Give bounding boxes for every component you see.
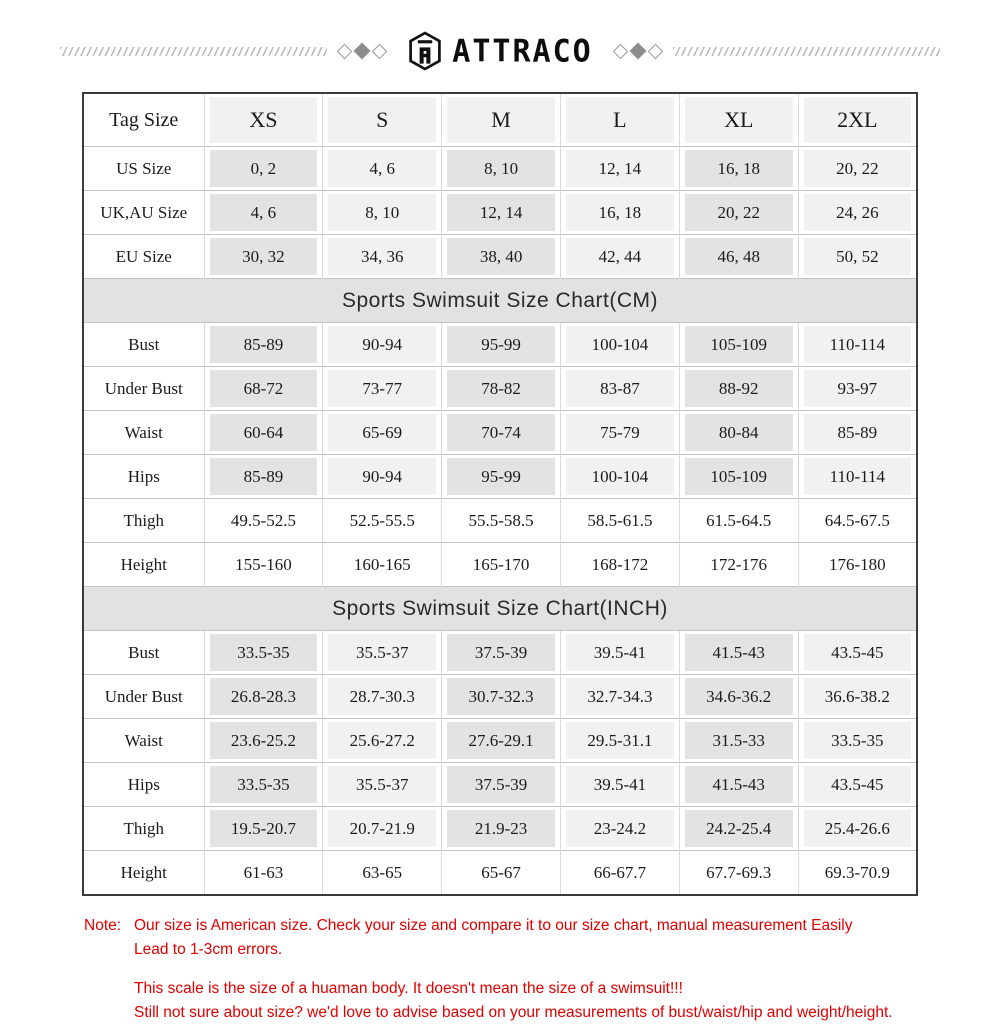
- section-header-row: [83, 587, 917, 631]
- size-cell: 42, 44: [566, 238, 674, 275]
- size-cell: 31.5-33: [685, 722, 793, 759]
- size-cell: 160-165: [323, 543, 442, 587]
- size-cell: 66-67.7: [560, 851, 679, 896]
- note-line-4: Still not sure about size? we'd love to advise based on your measurements of bust/waist/hip and weight/height.: [134, 1004, 893, 1022]
- size-cell: 16, 18: [685, 150, 793, 187]
- size-cell: 27.6-29.1: [447, 722, 555, 759]
- size-cell: 16, 18: [566, 194, 674, 231]
- size-cell: 95-99: [447, 458, 555, 495]
- row-label: Hips: [83, 455, 204, 499]
- row-label: Thigh: [83, 499, 204, 543]
- size-cell: 73-77: [328, 370, 436, 407]
- table-row: [83, 807, 917, 851]
- size-cell: 172-176: [679, 543, 798, 587]
- size-cell: 28.7-30.3: [328, 678, 436, 715]
- table-row: [83, 631, 917, 675]
- size-cell: 34.6-36.2: [685, 678, 793, 715]
- size-cell: 21.9-23: [447, 810, 555, 847]
- size-cell: 30, 32: [210, 238, 318, 275]
- size-cell: 70-74: [447, 414, 555, 451]
- table-row: [83, 235, 917, 279]
- brand-header: [60, 30, 940, 72]
- size-cell: 64.5-67.5: [798, 499, 917, 543]
- size-cell: 93-97: [804, 370, 911, 407]
- size-cell: 105-109: [685, 326, 793, 363]
- size-cell: 100-104: [566, 326, 674, 363]
- size-cell: 100-104: [566, 458, 674, 495]
- size-cell: 46, 48: [685, 238, 793, 275]
- table-row: [83, 455, 917, 499]
- size-cell: 19.5-20.7: [210, 810, 318, 847]
- size-cell: 0, 2: [210, 150, 318, 187]
- table-row: [83, 323, 917, 367]
- size-cell: 78-82: [447, 370, 555, 407]
- cm-section-title: Sports Swimsuit Size Chart(CM): [83, 279, 917, 323]
- size-cell: 110-114: [804, 326, 911, 363]
- size-cell: 110-114: [804, 458, 911, 495]
- size-cell: 49.5-52.5: [204, 499, 323, 543]
- size-cell: 35.5-37: [328, 766, 436, 803]
- size-cell: 61.5-64.5: [679, 499, 798, 543]
- size-cell: 23-24.2: [566, 810, 674, 847]
- size-cell: 65-69: [328, 414, 436, 451]
- size-cell: 65-67: [442, 851, 561, 896]
- size-cell: 68-72: [210, 370, 318, 407]
- size-cell: 85-89: [210, 326, 318, 363]
- size-cell: 25.4-26.6: [804, 810, 911, 847]
- size-cell: 37.5-39: [447, 634, 555, 671]
- row-label: Waist: [83, 411, 204, 455]
- size-cell: 24.2-25.4: [685, 810, 793, 847]
- row-label: Height: [83, 543, 204, 587]
- diamond-outline-icon: [337, 43, 353, 59]
- size-cell: 41.5-43: [685, 634, 793, 671]
- size-cell: 50, 52: [804, 238, 911, 275]
- size-cell: 4, 6: [328, 150, 436, 187]
- table-row: [83, 499, 917, 543]
- size-cell: 85-89: [804, 414, 911, 451]
- size-cell: 90-94: [328, 326, 436, 363]
- size-cell: 55.5-58.5: [442, 499, 561, 543]
- diamond-outline-icon: [372, 43, 388, 59]
- size-cell: 67.7-69.3: [679, 851, 798, 896]
- row-label: Under Bust: [83, 367, 204, 411]
- note-line-2: Lead to 1-3cm errors.: [134, 941, 283, 959]
- row-label: Bust: [83, 631, 204, 675]
- size-cell: 95-99: [447, 326, 555, 363]
- table-row: [83, 411, 917, 455]
- size-cell: 36.6-38.2: [804, 678, 911, 715]
- size-cell: 41.5-43: [685, 766, 793, 803]
- size-cell: 33.5-35: [804, 722, 911, 759]
- size-chart-table: [82, 92, 918, 896]
- size-cell: 69.3-70.9: [798, 851, 917, 896]
- brand-logo: [407, 31, 592, 71]
- size-cell: 168-172: [560, 543, 679, 587]
- note-paragraph-1: [84, 914, 930, 962]
- size-cell: 33.5-35: [210, 766, 318, 803]
- table-row: [83, 191, 917, 235]
- row-label: Under Bust: [83, 675, 204, 719]
- diamond-outline-icon: [612, 43, 628, 59]
- size-cell: 58.5-61.5: [560, 499, 679, 543]
- size-header-s: S: [328, 97, 436, 143]
- size-cell: 155-160: [204, 543, 323, 587]
- size-cell: 83-87: [566, 370, 674, 407]
- size-cell: 61-63: [204, 851, 323, 896]
- size-cell: 43.5-45: [804, 634, 911, 671]
- size-cell: 35.5-37: [328, 634, 436, 671]
- size-cell: 63-65: [323, 851, 442, 896]
- inch-section-title: Sports Swimsuit Size Chart(INCH): [83, 587, 917, 631]
- note-paragraph-2: [84, 977, 930, 1025]
- size-header-xs: XS: [210, 97, 318, 143]
- corner-label: Tag Size: [109, 108, 179, 131]
- section-header-row: [83, 279, 917, 323]
- size-header-xl: XL: [685, 97, 793, 143]
- brand-wordmark: ATTRACO: [452, 32, 593, 70]
- size-header-l: L: [566, 97, 674, 143]
- size-cell: 12, 14: [447, 194, 555, 231]
- hatch-band-left: [60, 47, 327, 56]
- size-cell: 43.5-45: [804, 766, 911, 803]
- diamond-filled-icon: [629, 43, 646, 60]
- size-cell: 20, 22: [685, 194, 793, 231]
- size-cell: 25.6-27.2: [328, 722, 436, 759]
- row-label: UK,AU Size: [83, 191, 204, 235]
- size-cell: 32.7-34.3: [566, 678, 674, 715]
- row-label: Hips: [83, 763, 204, 807]
- table-row: [83, 675, 917, 719]
- brand-badge-icon: [407, 31, 443, 71]
- table-row: [83, 719, 917, 763]
- table-row: [83, 147, 917, 191]
- size-cell: 75-79: [566, 414, 674, 451]
- size-cell: 39.5-41: [566, 634, 674, 671]
- size-cell: 38, 40: [447, 238, 555, 275]
- size-cell: 165-170: [442, 543, 561, 587]
- diamond-filled-icon: [354, 43, 371, 60]
- size-note: [84, 914, 930, 1025]
- table-row: [83, 367, 917, 411]
- row-label: Bust: [83, 323, 204, 367]
- diamond-ornament-right: [615, 45, 661, 57]
- size-cell: 39.5-41: [566, 766, 674, 803]
- size-cell: 8, 10: [447, 150, 555, 187]
- size-cell: 8, 10: [328, 194, 436, 231]
- note-line-1: Our size is American size. Check your size and compare it to our size chart, manual measurement Easily: [134, 917, 853, 934]
- size-cell: 24, 26: [804, 194, 911, 231]
- size-cell: 20.7-21.9: [328, 810, 436, 847]
- size-cell: 12, 14: [566, 150, 674, 187]
- table-header-row: [83, 93, 917, 147]
- row-label: Height: [83, 851, 204, 896]
- note-line-3: This scale is the size of a huaman body. It doesn't mean the size of a swimsuit!!!: [134, 980, 683, 998]
- size-cell: 88-92: [685, 370, 793, 407]
- size-cell: 26.8-28.3: [210, 678, 318, 715]
- table-row: [83, 763, 917, 807]
- size-cell: 105-109: [685, 458, 793, 495]
- row-label: Waist: [83, 719, 204, 763]
- diamond-ornament-left: [339, 45, 385, 57]
- size-header-m: M: [447, 97, 555, 143]
- size-cell: 33.5-35: [210, 634, 318, 671]
- size-cell: 80-84: [685, 414, 793, 451]
- size-header-2xl: 2XL: [804, 97, 911, 143]
- size-cell: 20, 22: [804, 150, 911, 187]
- size-cell: 4, 6: [210, 194, 318, 231]
- size-cell: 60-64: [210, 414, 318, 451]
- table-row: [83, 851, 917, 896]
- row-label: US Size: [83, 147, 204, 191]
- size-cell: 37.5-39: [447, 766, 555, 803]
- size-cell: 23.6-25.2: [210, 722, 318, 759]
- diamond-outline-icon: [647, 43, 663, 59]
- note-label: Note:: [84, 917, 122, 934]
- row-label: EU Size: [83, 235, 204, 279]
- size-cell: 29.5-31.1: [566, 722, 674, 759]
- size-cell: 34, 36: [328, 238, 436, 275]
- table-row: [83, 543, 917, 587]
- size-cell: 52.5-55.5: [323, 499, 442, 543]
- size-cell: 90-94: [328, 458, 436, 495]
- hatch-band-right: [673, 47, 940, 56]
- size-cell: 85-89: [210, 458, 318, 495]
- size-cell: 176-180: [798, 543, 917, 587]
- size-cell: 30.7-32.3: [447, 678, 555, 715]
- row-label: Thigh: [83, 807, 204, 851]
